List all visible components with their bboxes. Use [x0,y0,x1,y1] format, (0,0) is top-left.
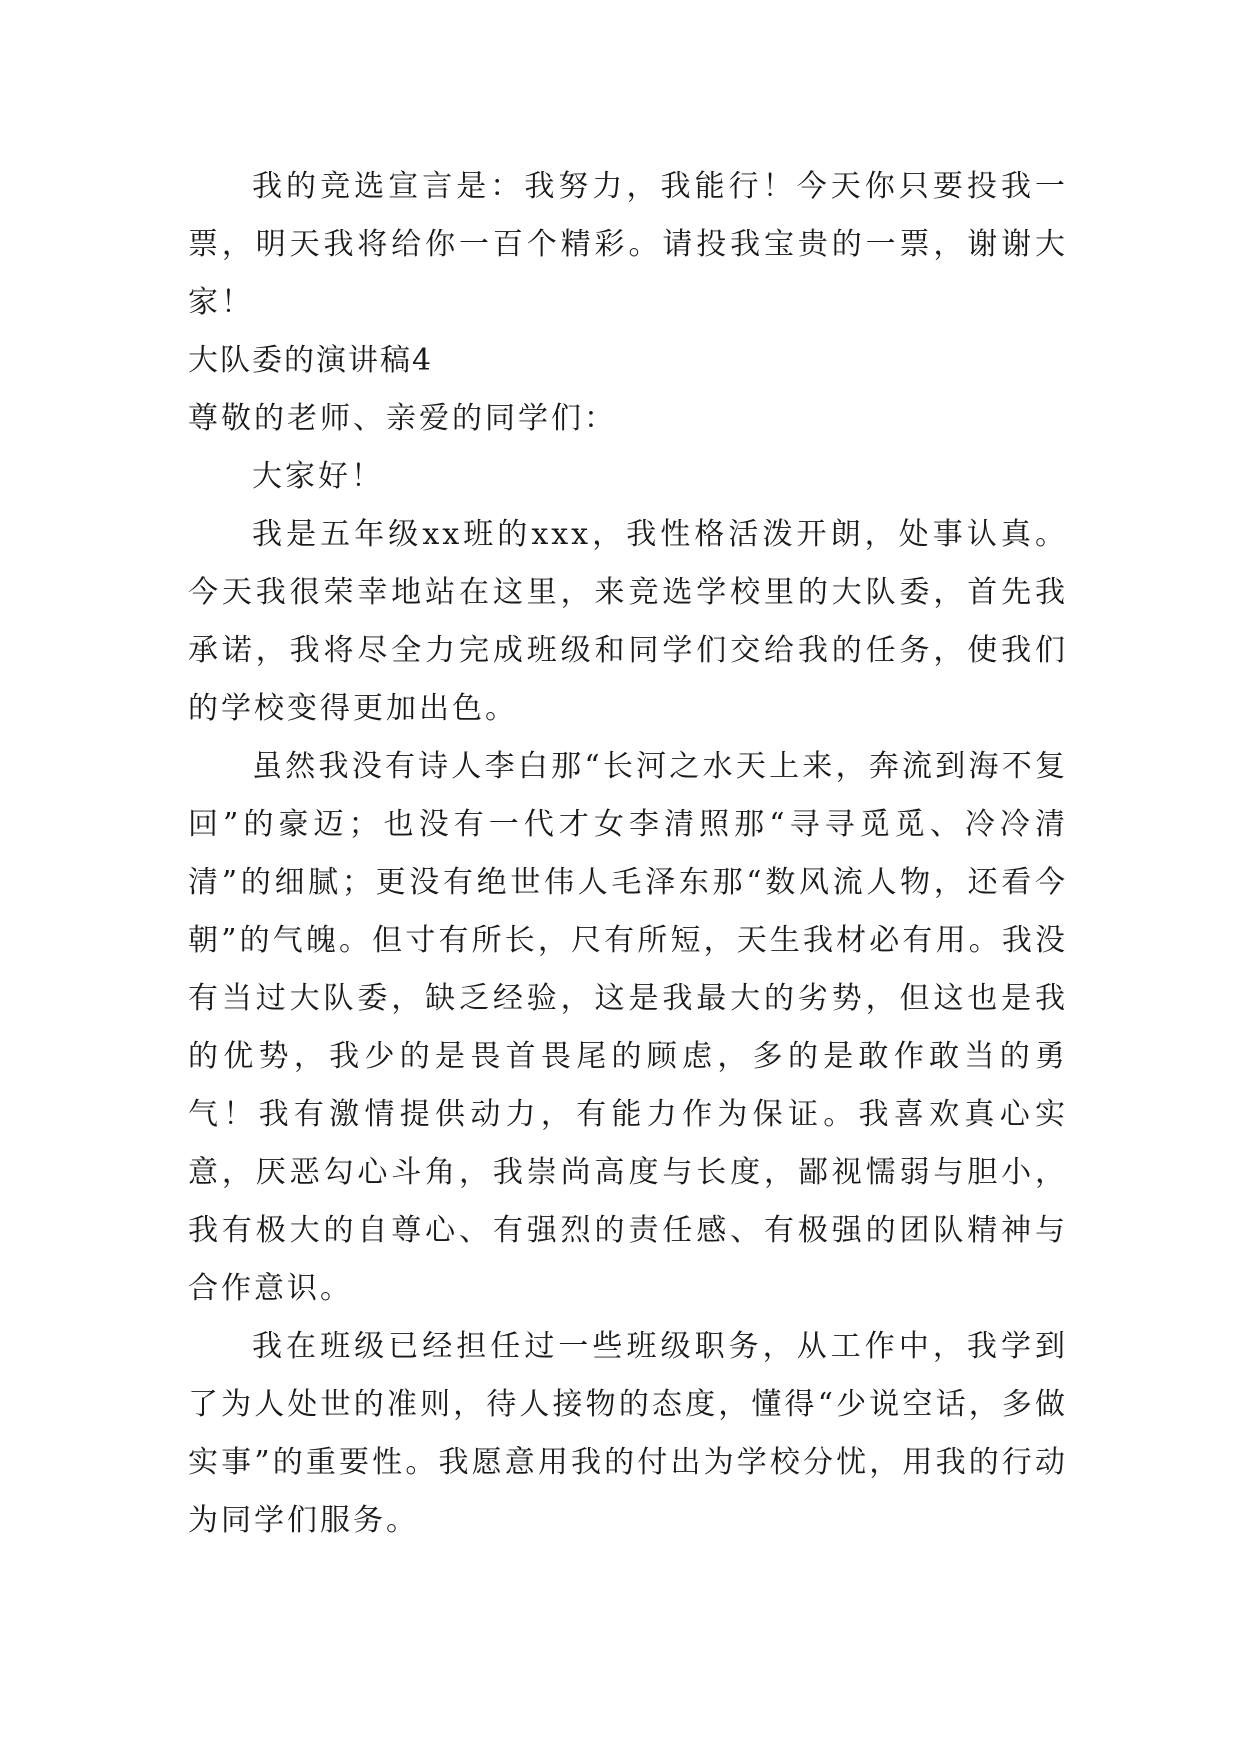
document-page [188,158,1068,1550]
greeting: 大家好！ [252,459,384,494]
paragraph-strengths: 虽然我没有诗人李白那“长河之水天上来，奔流到海不复回”的豪迈；也没有一代才女李清照那“寻寻觅觅、冷冷清清”的细腻；更没有绝世伟人毛泽东那“数风流人物，还看今朝”的气魄。但寸有所长，尺有所短，天生我材必有用。我没有当过大队委，缺乏经验，这是我最大的劣势，但这也是我的优势，我少的是畏首畏尾的顾虑，多的是敢作敢当的勇气！我有激情提供动力，有能力作为保证。我喜欢真心实意，厌恶勾心斗角，我崇尚高度与长度，鄙视懦弱与胆小，我有极大的自尊心、有强烈的责任感、有极强的团队精神与合作意识。 [188,749,1068,1306]
paragraph-experience: 我在班级已经担任过一些班级职务，从工作中，我学到了为人处世的准则，待人接物的态度，懂得“少说空话，多做实事”的重要性。我愿意用我的付出为学校分忧，用我的行动为同学们服务。 [188,1329,1068,1538]
section-heading: 大队委的演讲稿4 [188,343,434,378]
paragraph-introduction: 我是五年级xx班的xxx，我性格活泼开朗，处事认真。今天我很荣幸地站在这里，来竞选学校里的大队委，首先我承诺，我将尽全力完成班级和同学们交给我的任务，使我们的学校变得更加出色。 [188,517,1068,726]
paragraph-campaign-declaration: 我的竞选宣言是：我努力，我能行！今天你只要投我一票，明天我将给你一百个精彩。请投我宝贵的一票，谢谢大家！ [188,169,1068,320]
salutation: 尊敬的老师、亲爱的同学们： [188,401,617,436]
